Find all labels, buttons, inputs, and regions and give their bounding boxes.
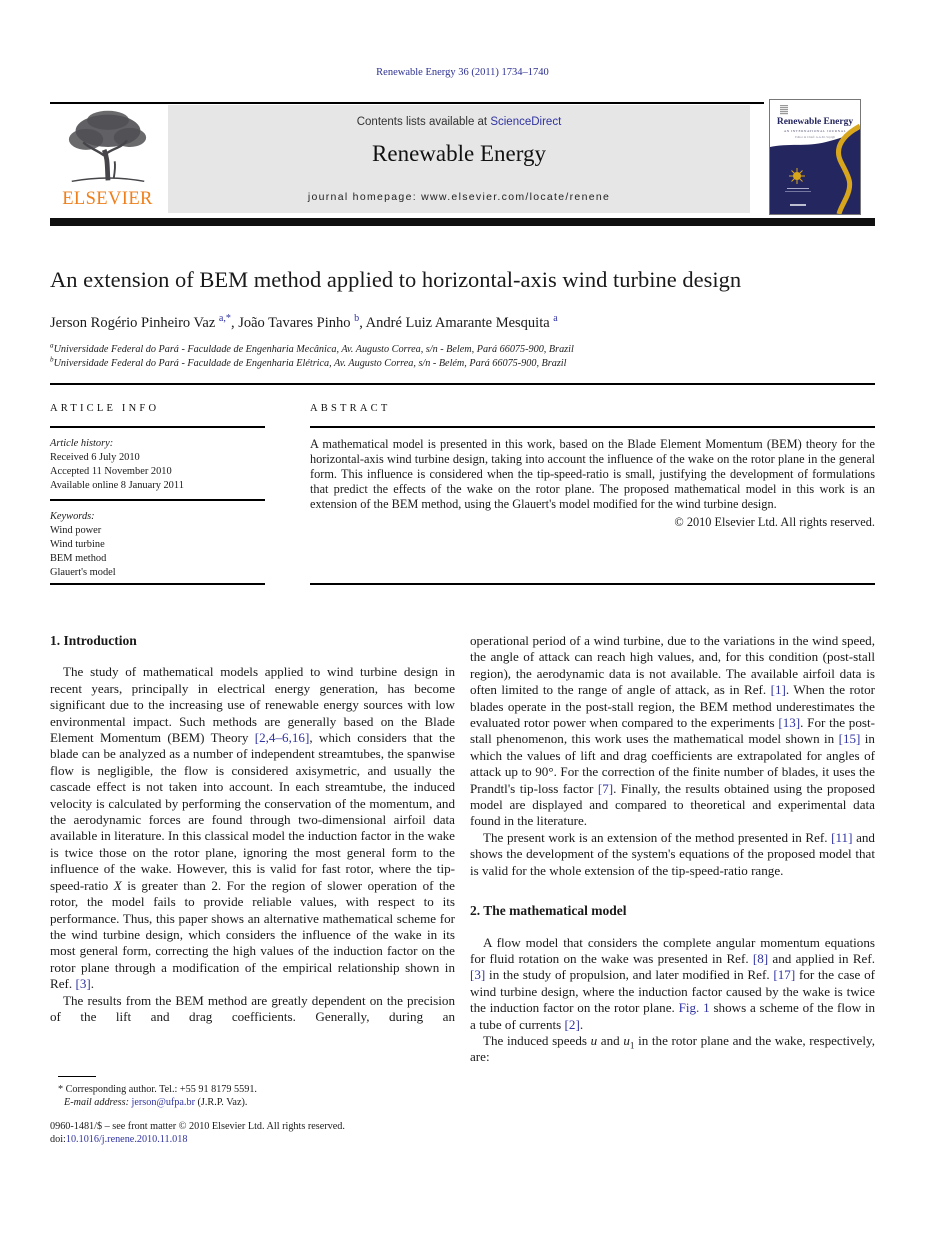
body-paragraph: The induced speeds u and $u_1$ in the rotor plane and the wake, respectively, are: xyxy=(470,1032,875,1065)
citation-link[interactable]: [11] xyxy=(831,829,853,845)
contents-line: Contents lists available at ScienceDirect xyxy=(356,116,562,128)
article-history-item: Available online 8 January 2011 xyxy=(50,479,184,491)
affiliation-b: $^b$Universidade Federal do Pará - Faculdade de Engenharia Elétrica, Av. Augusto Correa, s/n - Belém, Pará 66075-900, Brazil xyxy=(50,355,567,369)
divider xyxy=(310,426,875,428)
keywords-label: Keywords: xyxy=(50,511,95,522)
body-paragraph: operational period of a wind turbine, due to the variations in the wind speed, the angle of attack can reach high values, and, for this condition (post-stall region), the aerodynamic data is not available. The available airfoil data is often limited to the range of angle of attack, as in Ref. [1]. When the rotor blades operate in the post-stall region, the BEM method underestimates the evaluated rotor power when compared to the experiments [13]. For the post-stall phenomenon, this work uses the mathematical model shown in [15] in which the values of lift and drag coefficients are extrapolated for angles of attack up to 90°. For the correction of the finite number of blades, it uses the Prandtl's tip-loss factor [7]. Finally, the results obtained using the proposed model are displayed and compared to theoretical and experimental data found in the literature. xyxy=(470,633,875,829)
doi-line: doi:10.1016/j.renene.2010.11.018 xyxy=(50,1133,188,1145)
issn-line: 0960-1481/$ – see front matter © 2010 Elsevier Ltd. All rights reserved. xyxy=(50,1121,345,1132)
body-column-left xyxy=(50,625,455,1025)
citation-link[interactable]: [2,4–6,16] xyxy=(254,730,310,746)
divider xyxy=(50,426,265,428)
citation-link[interactable]: [1] xyxy=(770,682,786,698)
article-history-item: Accepted 11 November 2010 xyxy=(50,465,172,477)
citation-link[interactable]: [13] xyxy=(778,715,801,731)
citation-link[interactable]: [15] xyxy=(838,731,861,747)
keyword-item: BEM method xyxy=(50,552,107,564)
article-title: An extension of BEM method applied to horizontal-axis wind turbine design xyxy=(50,267,742,292)
section-heading: 1. Introduction xyxy=(50,633,137,648)
body-paragraph: A flow model that considers the complete angular momentum equations for fluid rotation on the wake was presented in Ref. [8] and applied in Ref. [3] in the study of propulsion, and later modified in Ref. [17] for the case of wind turbine design, where the induction factor caused by the wake is twice the induction factor on the rotor plane. Fig. 1 shows a scheme of the flow in a tube of currents [2]. xyxy=(470,934,876,1032)
email-link[interactable]: jerson@ufpa.br xyxy=(131,1096,195,1108)
body-paragraph: The study of mathematical models applied to wind turbine design in recent years, principally in electrical energy generation, has become significant due to the increasing use of renewable energy sources with low environmental impact. Such methods are generally based on the Blade Element Momentum (BEM) Theory [2,4–6,16], which considers that the blade can be analyzed as a number of independent streamtubes, the spanwise flow is negligible, the flow is considered axisymetric, and usually the cascade effect is not taken into account. In each streamtube, the induced velocity is calculated by performing the conservation of the momentum, and the aerodynamic forces are found through two-dimensional airfoil data available in literature. In this classical model the induction factor in the wake is twice those on the rotor plane, ignoring the most general form to the influence of the wake. However, this is valid for fast rotor, where the tip-speed-ratio X is greater than 2. For the region of slower operation of the rotor, the model fails to provide reliable values, with respect to its performance. Thus, this paper shows an alternative mathematical scheme for the wind turbine design, which considers the influence of the wake in its most general form, correcting the high values of the induction factor on the rotor plane through a modification of the empirical relationship shown in Ref. [3]. xyxy=(50,664,456,992)
figure-link[interactable]: Fig. 1 xyxy=(678,1000,710,1016)
keyword-item: Wind power xyxy=(50,524,102,536)
article-history-item: Received 6 July 2010 xyxy=(50,451,140,463)
masthead-bar xyxy=(50,218,875,226)
divider xyxy=(50,102,764,104)
homepage-line: journal homepage: www.elsevier.com/locate/renene xyxy=(307,191,611,203)
keyword-item: Wind turbine xyxy=(50,538,105,550)
section-heading: 2. The mathematical model xyxy=(470,903,627,919)
divider xyxy=(310,583,875,585)
journal-citation: Renewable Energy 36 (2011) 1734–1740 xyxy=(376,67,549,78)
cover-editor-line: Editor in Chief: A.A.M. Sayigh xyxy=(794,135,836,139)
abstract-text xyxy=(310,437,875,529)
elsevier-tree-icon xyxy=(58,106,158,188)
keyword-item: Glauert's model xyxy=(50,566,116,578)
email-line: E-mail address: jerson@ufpa.br (J.R.P. Vaz). xyxy=(64,1096,248,1108)
corresponding-author-note: * Corresponding author. Tel.: +55 91 8179 5591. xyxy=(58,1084,257,1095)
citation-link[interactable]: [7] xyxy=(597,780,614,796)
footnote-block xyxy=(50,1076,455,1109)
cover-crest-icon xyxy=(780,105,788,115)
affiliation-a: $^a$Universidade Federal do Pará - Faculdade de Engenharia Mecânica, Av. Augusto Correa, s/n - Belem, Pará 66075-900, Brazil xyxy=(50,341,574,355)
journal-banner xyxy=(168,105,750,213)
citation-link[interactable]: [8] xyxy=(752,950,769,966)
keywords-block xyxy=(50,510,265,580)
citation-link[interactable]: [17] xyxy=(773,967,796,983)
article-history-label: Article history: xyxy=(50,438,114,449)
sciencedirect-link[interactable]: ScienceDirect xyxy=(490,116,562,128)
article-info-heading: ARTICLE INFO xyxy=(50,403,160,414)
divider xyxy=(50,499,265,501)
abstract-heading: ABSTRACT xyxy=(310,403,391,414)
elsevier-logo xyxy=(50,106,165,213)
divider xyxy=(50,383,875,385)
citation-link[interactable]: [3] xyxy=(75,976,91,992)
doi-link[interactable]: 10.1016/j.renene.2010.11.018 xyxy=(65,1133,188,1145)
journal-cover-thumbnail xyxy=(769,99,861,215)
journal-title: Renewable Energy xyxy=(372,141,546,166)
copyright-line: © 2010 Elsevier Ltd. All rights reserved. xyxy=(674,514,875,529)
authors-line: Jerson Rogério Pinheiro Vaz $^{a,*}$, João Tavares Pinho $^b$, André Luiz Amarante Mesquita $^a$ xyxy=(50,313,558,331)
cover-subtitle: AN INTERNATIONAL JOURNAL xyxy=(783,129,847,133)
abstract-paragraph: A mathematical model is presented in this work, based on the Blade Element Momentum (BEM) theory for the horizontal-axis wind turbine design, taking into account the influence of the wake on the rotor plane in the general form. This influence is considered when the tip-speed-ratio is small, justifying the development of formulations that predict the effects of the wake on the rotor plane. The proposed mathematical model in this work is an extension of the BEM method, using the Glauert's model modified for the wind turbine design. xyxy=(310,437,875,511)
divider xyxy=(50,583,265,585)
body-paragraph: The results from the BEM method are greatly dependent on the precision of the lift and drag coefficients. Generally, during an xyxy=(50,992,455,1024)
article-history xyxy=(50,437,265,493)
publisher-footer xyxy=(50,1121,470,1146)
body-paragraph: The present work is an extension of the method presented in Ref. [11] and shows the development of the system's equations of the proposed model that is valid for the whole extension of the tip-speed-ratio range. xyxy=(470,829,875,878)
citation-link[interactable]: [3] xyxy=(470,967,486,983)
elsevier-wordmark: ELSEVIER xyxy=(62,189,153,209)
footnote-divider xyxy=(58,1076,96,1077)
homepage-url-link[interactable]: www.elsevier.com/locate/renene xyxy=(421,191,611,203)
body-column-right xyxy=(470,625,875,1066)
cover-journal-title: Renewable Energy xyxy=(776,117,854,127)
citation-link[interactable]: [2] xyxy=(564,1016,580,1032)
